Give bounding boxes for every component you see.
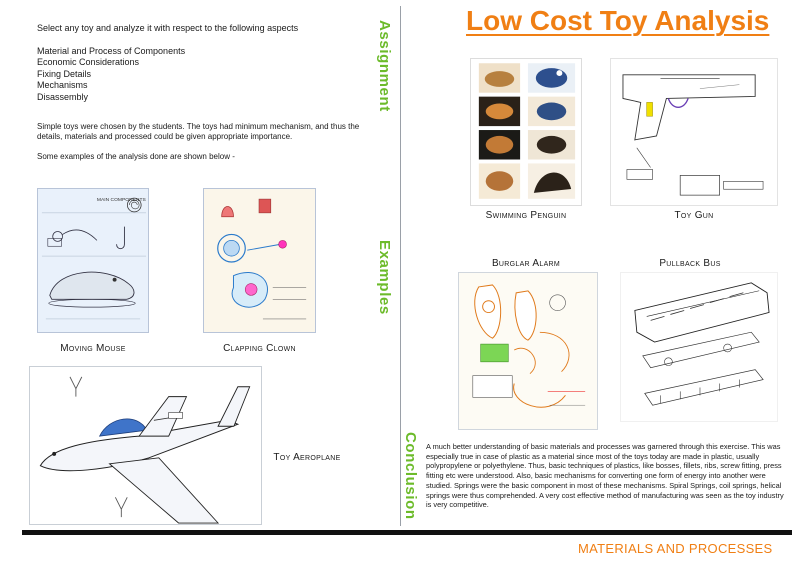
column-divider bbox=[400, 6, 401, 526]
toy-gun-drawing bbox=[611, 59, 777, 205]
body-paragraph-2: Some examples of the analysis done are shown below - bbox=[37, 152, 235, 161]
aspect-item: Economic Considerations bbox=[37, 57, 140, 67]
swimming-penguin-caption: Swimming Penguin bbox=[485, 210, 567, 221]
aspect-item: Mechanisms bbox=[37, 80, 88, 90]
aspect-item: Disassembly bbox=[37, 91, 89, 102]
sketch-heading: MAIN COMPONENTS bbox=[96, 198, 146, 204]
pullback-bus-sketch bbox=[620, 272, 778, 422]
conclusion-label: Conclusion bbox=[402, 432, 419, 520]
examples-label: Examples bbox=[376, 240, 393, 315]
aspect-item: Material and Process of Components bbox=[37, 45, 186, 56]
page-title: Low Cost Toy Analysis bbox=[466, 5, 770, 36]
assignment-label: Assignment bbox=[376, 20, 393, 112]
spacer bbox=[37, 35, 367, 46]
aspect-item: Fixing Details bbox=[37, 68, 92, 79]
toy-aeroplane-drawing bbox=[30, 367, 261, 524]
intro-lead: Select any toy and analyze it with respect to the following aspects bbox=[37, 23, 299, 33]
moving-mouse-drawing bbox=[38, 189, 148, 332]
toy-gun-caption: Toy Gun bbox=[674, 210, 714, 221]
body-paragraph-1: Simple toys were chosen by the students. The toys had minimum mechanism, and thus the details, materials and processed could be given appropriate importance. bbox=[37, 122, 360, 141]
footer-label: MATERIALS AND PROCESSES bbox=[578, 541, 773, 556]
burglar-alarm-caption: Burglar Alarm bbox=[491, 258, 561, 269]
penguin-photo-grid bbox=[471, 59, 581, 205]
conclusion-paragraph: A much better understanding of basic materials and processes was garnered through this exercise. This was especially true in case of plastic as a material since most of the toys today are made in plastic, usually polypropylene or polyethylene. Thus, basic techniques of plastics, like bosses, fillets, ribs, screw fitting, press fitting etc were understood. Also, basic mechanisms for converting one form of energy into another were studied. Springs were the basic component in most of these mechanisms. Spiral Springs, coil springs, helical springs were thus comprehended. A very cost effective method of manufacturing was seen as the toy industry is very competitive. bbox=[426, 442, 784, 510]
clapping-clown-caption: Clapping Clown bbox=[223, 343, 296, 354]
assignment-intro bbox=[37, 23, 367, 103]
pullback-bus-drawing bbox=[621, 273, 777, 421]
toy-aeroplane-sketch bbox=[29, 366, 262, 525]
pullback-bus-caption: Pullback Bus bbox=[659, 258, 721, 269]
footer-bar bbox=[22, 530, 792, 535]
moving-mouse-caption: Moving Mouse bbox=[60, 343, 126, 354]
burglar-alarm-drawing bbox=[459, 273, 597, 429]
swimming-penguin-photos bbox=[470, 58, 582, 206]
moving-mouse-sketch bbox=[37, 188, 149, 333]
clapping-clown-drawing bbox=[204, 189, 315, 332]
toy-aeroplane-caption: Toy Aeroplane bbox=[273, 452, 341, 463]
toy-gun-sketch bbox=[610, 58, 778, 206]
clapping-clown-sketch bbox=[203, 188, 316, 333]
burglar-alarm-sketch bbox=[458, 272, 598, 430]
